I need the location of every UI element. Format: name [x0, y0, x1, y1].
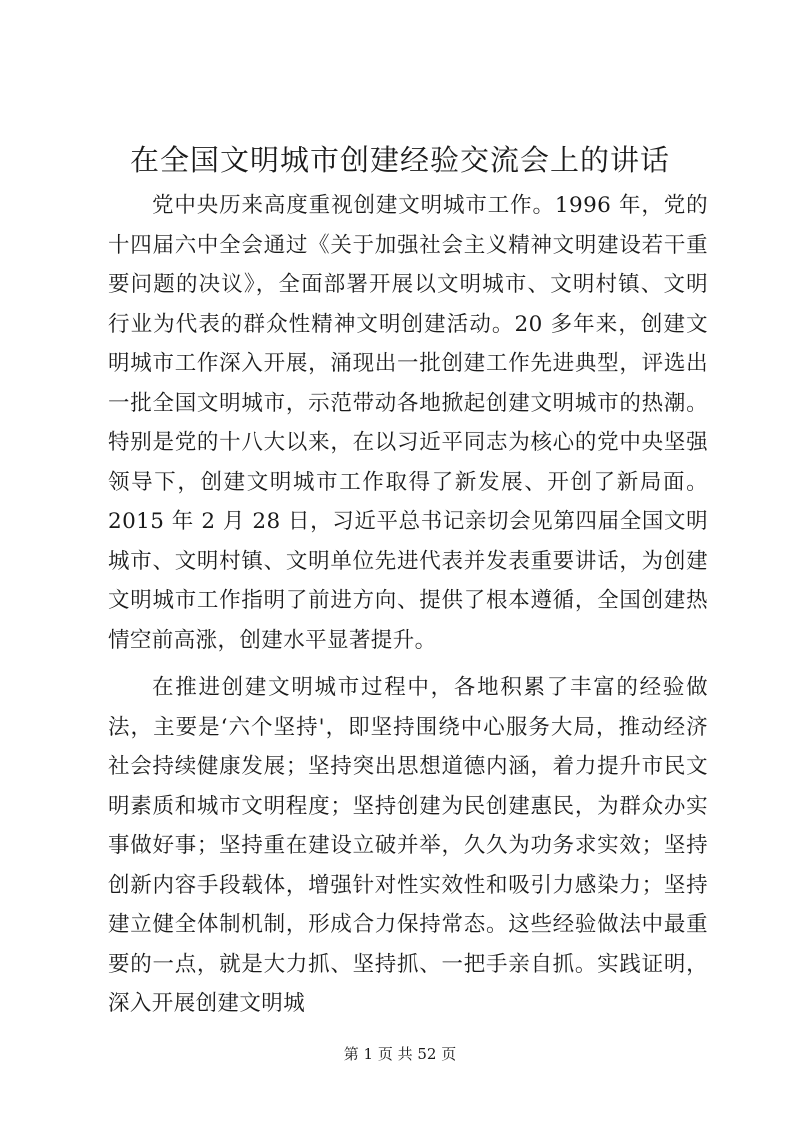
- paragraph-1: 党中央历来高度重视创建文明城市工作。1996 年，党的十四届六中全会通过《关于加强社会主义精神文明建设若干重要问题的决议》，全面部署开展以文明城市、文明村镇、文明行业为代表的群众性精神文明创建活动。20 多年来，创建文明城市工作深入开展，涌现出一批创建工作先进典型，评选出一批全国文明城市，示范带动各地掀起创建文明城市的热潮。特别是党的十八大以来，在以习近平同志为核心的党中央坚强领导下，创建文明城市工作取得了新发展、开创了新局面。2015 年 2 月 28 日，习近平总书记亲切会见第四届全国文明城市、文明村镇、文明单位先进代表并发表重要讲话，为创建文明城市工作指明了前进方向、提供了根本遵循，全国创建热情空前高涨，创建水平显著提升。: [108, 193, 708, 653]
- paragraph-2: 在推进创建文明城市过程中，各地积累了丰富的经验做法，主要是‘六个坚持'，即坚持围绕中心服务大局，推动经济社会持续健康发展；坚持突出思想道德内涵，着力提升市民文明素质和城市文明程度；坚持创建为民创建惠民，为群众办实事做好事；坚持重在建设立破并举，久久为功务求实效；坚持创新内容手段载体，增强针对性实效性和吸引力感染力；坚持建立健全体制机制，形成合力保持常态。这些经验做法中最重要的一点，就是大力抓、坚持抓、一把手亲自抓。实践证明，深入开展创建文明城: [108, 675, 708, 1016]
- page-number-footer: 第 1 页 共 52 页: [343, 1045, 457, 1063]
- document-body: [108, 186, 708, 1024]
- document-title: 在全国文明城市创建经验交流会上的讲话: [129, 143, 670, 177]
